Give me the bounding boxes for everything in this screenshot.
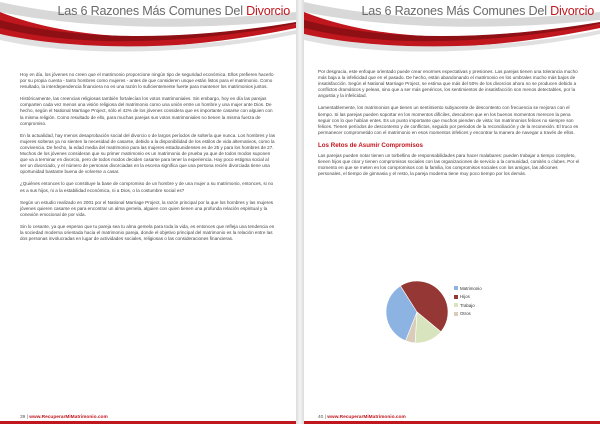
paragraph: ¿Quiénes entonces lo que constituye la base de compromiso de un hombre y de una mujer a su matrimonio, entonces, si no es a sus hijos, ni a la estabilidad económica, ni a Dios, o la costumbre social es? [20,181,274,193]
paragraph: Lamentablemente, los matrimonios que tienen un sentimiento subyacente de descontento con frecuencia se mejoran con el tiempo. Si las parejas pueden soportar en los momentos difíciles, descubren que en los buenos momentos merecen la pena seguir con lo que habían entes. Es un punto importante que muchos pienden de vista: los matrimonios felices no siempre son felices. Tienen períodos de descontento y de conflictos, seguido por periodos de la reconciliación y de la reconexión. El truco es permanecer comprometido con el matrimonio en esos momentos infelices y encontrar la manera de navegar a través de ellos. [318,105,579,135]
page-title [362,4,595,18]
legend-label: Otros [460,311,471,317]
legend-item [454,310,494,319]
book-gutter [296,0,304,424]
paragraph: Sin lo cesante, ya que esperan que tu pareja sea tu alma gemela para toda la vida, es entonces que refleja una tendencia en la sociedad moderna orientada hacia el matrimonio pareja, donde el objetivo principal del matrimonio es la relación entre las dos personas involucradas en lugar de actividades sociales, religiosas o las consideraciones financieras. [20,223,275,242]
footer-separator: | [323,415,328,420]
paragraph: Según un estudio realizado en 2001 por el National Marriage Project, la razón principal por la que los hombres y las mujeres jóvenes quieren casarse es para encontrar un alma gemela, alguien con quien tienen una profunda relación espiritual y la conexión emocional de por vida. [20,199,274,217]
footer-url-link[interactable]: www.RecuperarMiMatrimonio.com [327,415,406,420]
pie-chart-svg [382,276,452,348]
title-highlight: Divorcio [550,4,594,18]
legend-swatch [454,286,458,290]
legend-swatch [454,312,458,316]
paragraph: Por desgracia, este enfoque orientado puede crear enormes expectativas y presiones. Las parejas tienen una tolerancia mucho más baja a la infelicidad que en el pasado. De hecho, están abandonando el matrimonio en los umbrales mucho más bajos de insatisfacción. Según el National Marriage Project, se estima que más del 50% de los divorcios ahora no se producen debido a conflictos dramáticos y peleas, sino que a ser más genéricos, los sentimientos de insatisfacción son menos detectables, por la angustia y la infelicidad. [318,69,578,99]
page-number: 39 [20,415,26,420]
page-number: 40 [318,415,324,420]
page-footer [20,415,108,420]
right-page [304,0,600,424]
paragraph: Las parejas pueden notar tienen un torbellino de responsabilidades para hacer malabares: pueden trabajar a tiempo completo, tienen hijos que criar y tienen compromisos sociales con las organizaciones de servicio a la comunidad, comités o clubes. Por el momento en que se meten en los compromisos con la familia, los compromisos sociales con los amigos, las aficiones personales, el tiempo de gimnasia y el resto, la pareja moderna tiene muy poco tiempo por los demás. [318,152,580,177]
page-footer [318,415,406,420]
page-title [58,4,291,18]
footer-url-link[interactable]: www.RecuperarMiMatrimonio.com [29,415,108,420]
title-prefix: Las 6 Razones Más Comunes Del [57,4,247,18]
chart-legend [454,284,494,318]
page-header [304,0,600,62]
legend-item [454,301,494,310]
section-heading: Los Retos de Asumir Compromisos [318,141,423,149]
legend-label: Matrimonio [460,285,482,291]
legend-label: Trabajo [460,302,475,308]
paragraph: En la actualidad, hay menos desaprobación social del divorcio o de largos períodos de soltería que nunca. Los hombres y las mujeres solteras ya no sienten la necesidad de casarse, debido a la disponibilidad de los estilos de vida alternativos, como la convivencia. De hecho, la edad media del matrimonio para las mujeres estadounidenses es de 25 y para los hombres de 27. Muchos de los jóvenes consideran que su primer matrimonio es un matrimonio de prueba ya que de todos modos suponen que va a terminar en divorcio, pero de todos modos deciden casarse para tener la experiencia. Hay poco estigma social al ser un divorciado, y el número de personas divorciadas en la escena significa que una persona recién divorciada tiene una oportunidad bastante buena de volverse a casar. [20,132,276,175]
title-highlight: Divorcio [246,4,290,18]
legend-swatch [454,295,458,299]
footer-separator: | [25,415,30,420]
title-prefix: Las 6 Razones Más Comunes Del [361,4,551,18]
legend-label: Hijos [460,294,470,300]
legend-item [454,284,494,293]
pie-chart [382,276,496,348]
legend-swatch [454,303,458,307]
page-header [0,0,296,62]
right-page-body [318,69,580,183]
paragraph: Hoy en día, los jóvenes no creen que el matrimonio proporcione ningún tipo de seguridad económica. Ellos prefieren hacerlo por su propia cuenta - tanto hombres como mujeres - antes de que consideren unque están listos para el matrimonio. Como resultado, la interdependencia financiera no es una razón lo suficientemente fuerte para mantener los matrimonios juntos. [20,72,274,90]
legend-item [454,293,494,302]
left-page [0,0,296,424]
paragraph: Históricamente, las creencias religiosas también fortalecían los votos matrimoniales. Sin embargo, hoy en día las parejas comparten cada vez menos una visión religiosa del matrimonio como una unión entre un hombre y una mujer ante Dios. De hecho, según el National Marriage Project, sólo el 42% de los jóvenes considera que es importante casarse con alguien con la misma religión. Como resultado de ello, para muchas parejas sus votos matrimoniales no tienen la misma fuerza de compromiso. [20,96,273,126]
left-page-body [20,72,276,248]
